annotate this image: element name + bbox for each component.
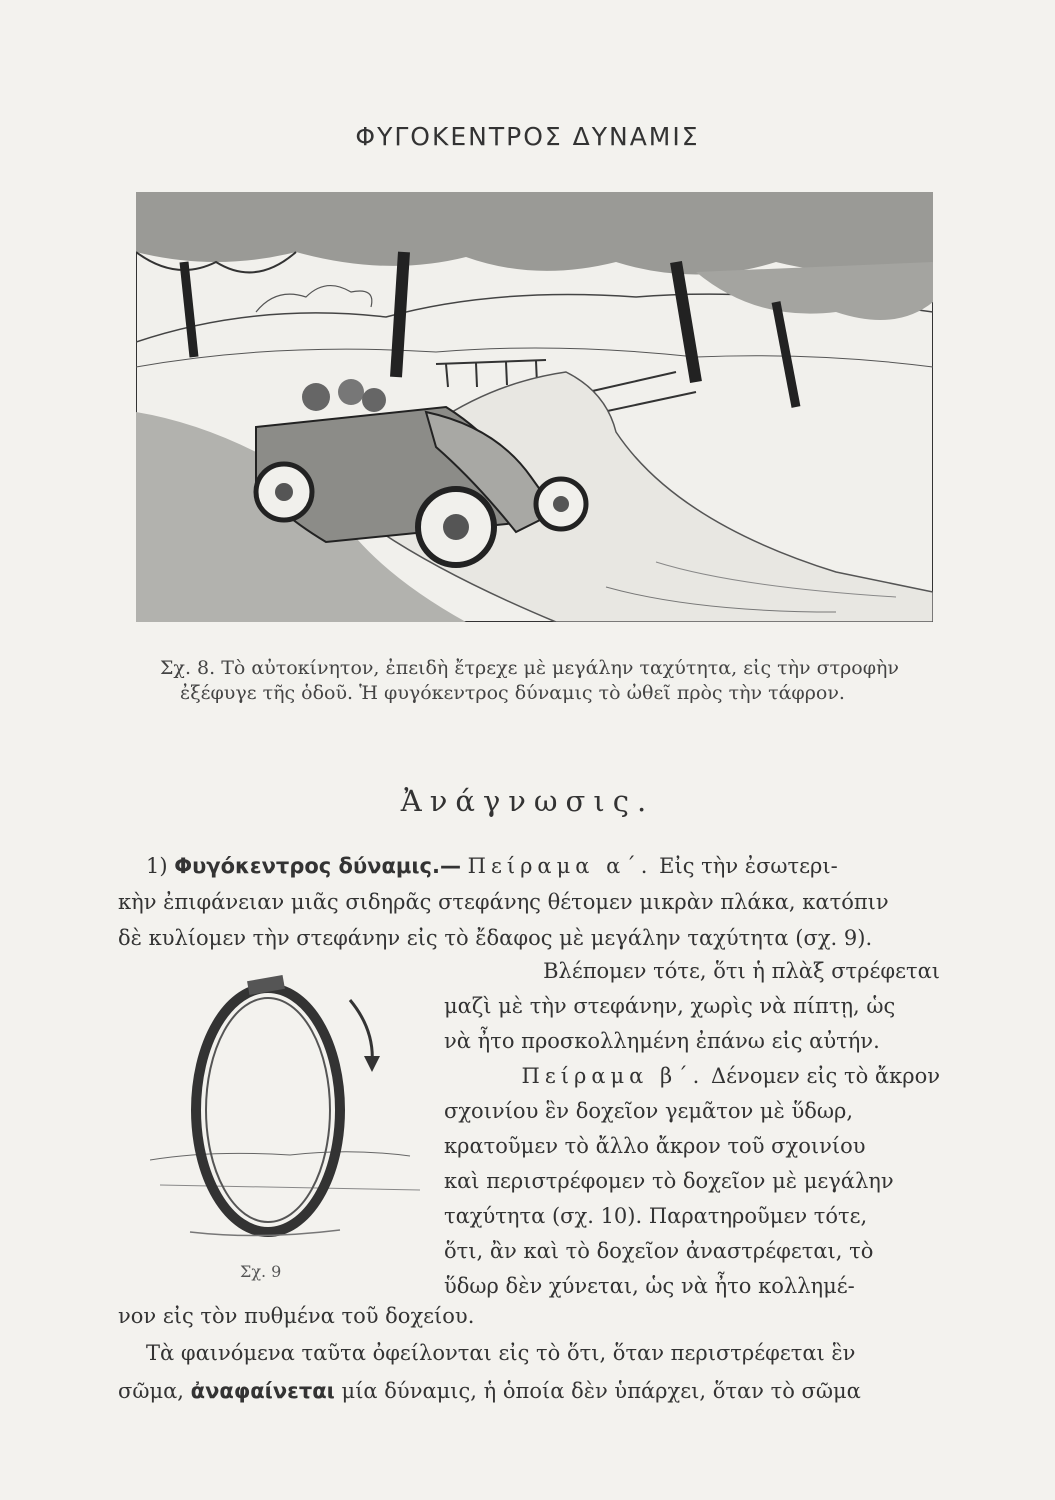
page-header: ΦΥΓΟΚΕΝΤΡΟΣ ΔΥΝΑΜΙΣ [355,122,700,151]
right-column-line-10: ὕδωρ δὲν χύνεται, ὡς νὰ ἦτο κολλημέ- [444,1274,855,1298]
paragraph-2-line-2-end: μία δύναμις, ἡ ὁποία δὲν ὑπάρχει, ὅταν τὸ σῶμα [341,1379,861,1403]
figure-8-car-illustration [136,192,933,622]
experiment-a-label: Πείραμα α΄. [467,854,653,878]
right-column-line-7: καὶ περιστρέφομεν τὸ δοχεῖον μὲ μεγάλην [444,1169,894,1193]
right-column-line-1: Βλέπομεν τότε, ὅτι ἡ πλὰξ στρέφεται [543,959,940,983]
paragraph-1-line-3: δὲ κυλίομεν τὴν στεφάνην εἰς τὸ ἔδαφος μὲ μεγάλην ταχύτητα (σχ. 9). [118,926,873,950]
car-on-road-drawing [136,192,933,622]
right-column-line-2: μαζὶ μὲ τὴν στεφάνην, χωρὶς νὰ πίπτῃ, ὡς [444,994,896,1018]
right-column-line-6: κρατοῦμεν τὸ ἄλλο ἄκρον τοῦ σχοινίου [444,1134,866,1158]
rolling-hoop-drawing [150,960,440,1250]
paragraph-number: 1) [146,854,168,878]
paragraph-2-line-2-start: σῶμα, [118,1379,184,1403]
paragraph-2 [118,1334,940,1410]
right-column-line-8: ταχύτητα (σχ. 10). Παρατηροῦμεν τότε, [444,1204,868,1228]
right-column-text [444,954,940,1304]
paragraph-1-line-1: Εἰς τὴν ἐσωτερι- [659,854,838,878]
paragraph-2-line-1: Τὰ φαινόμενα ταῦτα ὀφείλονται εἰς τὸ ὅτι, ὅταν περιστρέφεται ἓν [146,1341,856,1365]
paragraph-1 [118,848,940,956]
figure-9-caption: Σχ. 9 [240,1262,282,1281]
paragraph-1-line-2: κὴν ἐπιφάνειαν μιᾶς σιδηρᾶς στεφάνης θέτομεν μικρὰν πλάκα, κατόπιν [118,890,889,914]
figure-8-caption [160,656,940,706]
right-column-line-3: νὰ ἦτο προσκολλημένη ἐπάνω εἰς αὐτήν. [444,1029,880,1053]
section-title: Ἀνάγνωσις. [400,784,655,818]
figure-9-hoop-illustration [150,960,440,1250]
right-column-line-5: σχοινίου ἓν δοχεῖον γεμᾶτον μὲ ὕδωρ, [444,1099,854,1123]
experiment-b-label: Πείραμα β΄. [521,1064,705,1088]
figure-8-caption-line-1: Σχ. 8. Τὸ αὐτοκίνητον, ἐπειδὴ ἔτρεχε μὲ μεγάλην ταχύτητα, εἰς τὴν στροφὴν [160,657,899,679]
paragraph-2-bold-term: ἀναφαίνεται [190,1379,335,1403]
right-column-line-4: Δένομεν εἰς τὸ ἄκρον [711,1064,940,1088]
figure-8-caption-line-2: ἐξέφυγε τῆς ὁδοῦ. Ἡ φυγόκεντρος δύναμις τὸ ὠθεῖ πρὸς τὴν τάφρον. [180,682,845,704]
continuation-line: νον εἰς τὸν πυθμένα τοῦ δοχείου. [118,1304,475,1328]
right-column-line-9: ὅτι, ἂν καὶ τὸ δοχεῖον ἀναστρέφεται, τὸ [444,1239,874,1263]
paragraph-heading: Φυγόκεντρος δύναμις.— [174,854,461,878]
